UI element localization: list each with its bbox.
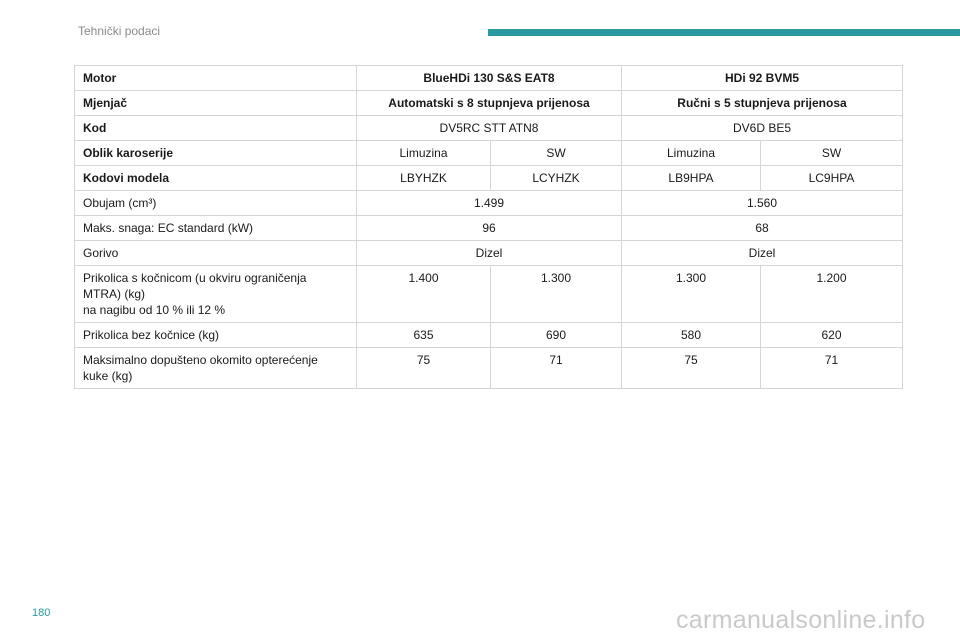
row-label: Oblik karoserije xyxy=(75,141,357,166)
table-cell: Ručni s 5 stupnjeva prijenosa xyxy=(622,91,903,116)
table-row xyxy=(75,266,903,323)
table-cell: Limuzina xyxy=(357,141,491,166)
table-cell: 580 xyxy=(622,323,761,348)
table-cell: Automatski s 8 stupnjeva prijenosa xyxy=(357,91,622,116)
row-label-line: MTRA) (kg) xyxy=(83,287,145,301)
table-row xyxy=(75,241,903,266)
row-label: Motor xyxy=(75,66,357,91)
row-label: Obujam (cm³) xyxy=(75,191,357,216)
row-label: Gorivo xyxy=(75,241,357,266)
table-cell: 1.300 xyxy=(622,266,761,323)
table-cell: 1.560 xyxy=(622,191,903,216)
table-cell: 75 xyxy=(622,348,761,389)
watermark: carmanualsonline.info xyxy=(676,606,926,634)
table-cell: DV5RC STT ATN8 xyxy=(357,116,622,141)
row-label-line: Maksimalno dopušteno okomito opterećenje xyxy=(83,353,318,367)
table-row xyxy=(75,166,903,191)
table-row xyxy=(75,66,903,91)
table-cell: 1.499 xyxy=(357,191,622,216)
table-cell: SW xyxy=(491,141,622,166)
table-cell: BlueHDi 130 S&S EAT8 xyxy=(357,66,622,91)
table-cell: LCYHZK xyxy=(491,166,622,191)
row-label: Kodovi modela xyxy=(75,166,357,191)
table-cell: 96 xyxy=(357,216,622,241)
table-cell: Limuzina xyxy=(622,141,761,166)
row-label: Maks. snaga: EC standard (kW) xyxy=(75,216,357,241)
table-cell: LB9HPA xyxy=(622,166,761,191)
table-row xyxy=(75,141,903,166)
table-cell: 68 xyxy=(622,216,903,241)
table-cell: 1.200 xyxy=(761,266,903,323)
row-label: Prikolica bez kočnice (kg) xyxy=(75,323,357,348)
table-row xyxy=(75,91,903,116)
table-cell: SW xyxy=(761,141,903,166)
row-label xyxy=(75,266,357,323)
technical-data-table xyxy=(74,65,903,389)
table-cell: HDi 92 BVM5 xyxy=(622,66,903,91)
table-cell: 71 xyxy=(491,348,622,389)
header-accent-bar xyxy=(488,29,960,36)
row-label xyxy=(75,348,357,389)
table-cell: LBYHZK xyxy=(357,166,491,191)
table-cell: Dizel xyxy=(622,241,903,266)
row-label-line: Prikolica s kočnicom (u okviru ograničenja xyxy=(83,271,307,285)
table-cell: 75 xyxy=(357,348,491,389)
row-label: Mjenjač xyxy=(75,91,357,116)
table-cell: 1.300 xyxy=(491,266,622,323)
table-cell: DV6D BE5 xyxy=(622,116,903,141)
row-label-line: na nagibu od 10 % ili 12 % xyxy=(83,303,226,317)
table-cell: 635 xyxy=(357,323,491,348)
table-cell: 690 xyxy=(491,323,622,348)
table-cell: Dizel xyxy=(357,241,622,266)
section-title: Tehnički podaci xyxy=(78,24,161,38)
table-row xyxy=(75,323,903,348)
row-label-line: kuke (kg) xyxy=(83,369,133,383)
table-row xyxy=(75,116,903,141)
table-row xyxy=(75,191,903,216)
table-cell: 620 xyxy=(761,323,903,348)
table-cell: 71 xyxy=(761,348,903,389)
table-cell: 1.400 xyxy=(357,266,491,323)
page-number: 180 xyxy=(32,607,51,619)
table-row xyxy=(75,216,903,241)
table-cell: LC9HPA xyxy=(761,166,903,191)
table-row xyxy=(75,348,903,389)
row-label: Kod xyxy=(75,116,357,141)
